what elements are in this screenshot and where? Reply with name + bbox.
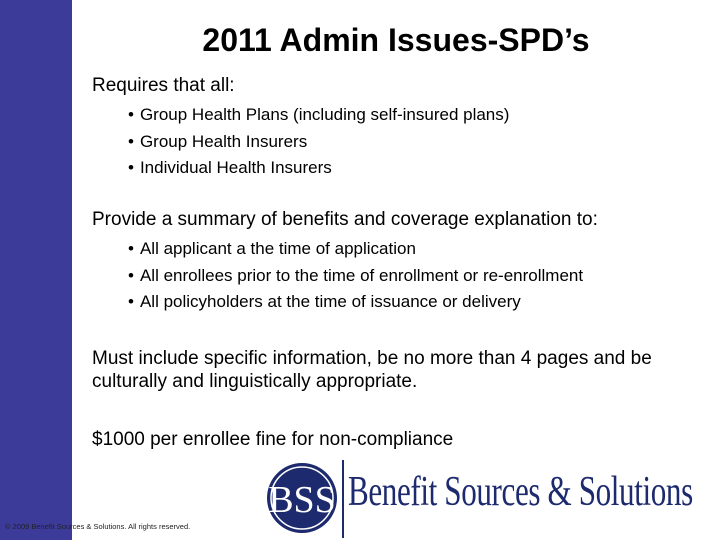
requires-lead-text: Requires that all: [92, 75, 235, 96]
list-item: • All enrollees prior to the time of enrollment or re-enrollment [128, 265, 584, 285]
provide-lead-text: Provide a summary of benefits and coverage explanation to: [92, 209, 598, 230]
bullet-icon: • [128, 105, 134, 124]
list-item: • Group Health Insurers [128, 131, 308, 151]
bullet-icon: • [128, 265, 134, 285]
monogram-text: BSS [268, 479, 336, 521]
bss-monogram-icon [266, 452, 346, 540]
list-item: • All applicant a the time of application [128, 239, 416, 258]
brand-name: Benefit Sources & Solutions [348, 469, 693, 515]
company-logo [266, 452, 720, 540]
bullet-icon: • [128, 158, 134, 177]
fine-paragraph: $1000 per enrollee fine for non-compliance [92, 429, 454, 450]
list-item: • Individual Health Insurers [128, 158, 332, 177]
bullet-icon: • [128, 292, 134, 311]
requirements-paragraph: Must include specific information, be no more than 4 pages and be culturally and linguistically appropriate. [92, 348, 652, 392]
provide-bullet-list [128, 236, 583, 316]
slide-title: 2011 Admin Issues-SPD’s [202, 22, 590, 58]
list-item: • All policyholders at the time of issuance or delivery [128, 292, 521, 311]
list-item: • Group Health Plans (including self-insured plans) [128, 105, 510, 124]
requires-bullet-list [128, 102, 509, 182]
slide-sidebar-bar [0, 0, 72, 540]
bullet-icon: • [128, 239, 134, 258]
copyright-notice: © 2009 Benefit Sources & Solutions. All rights reserved. [5, 522, 191, 531]
bullet-icon: • [128, 131, 134, 151]
